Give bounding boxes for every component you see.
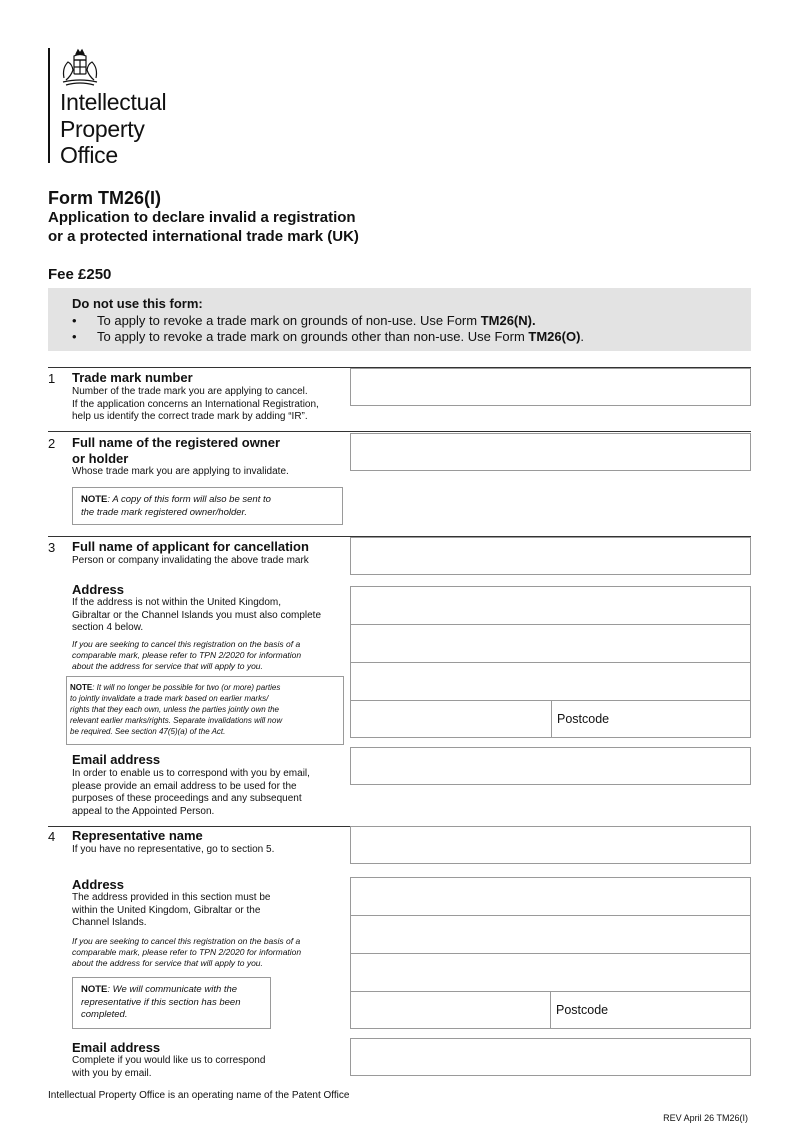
email-description — [72, 768, 344, 818]
desc-line: comparable mark, please refer to TPN 2/2020 for information — [72, 650, 302, 660]
heading-line: Full name of the registered owner — [72, 435, 281, 450]
section-description: Person or company invalidating the above trade mark — [72, 555, 309, 566]
note-text: : It will no longer be possible for two (or more) parties — [92, 683, 281, 692]
note-box — [72, 487, 343, 525]
email-heading: Email address — [72, 752, 161, 767]
desc-line: Complete if you would like us to correspond — [72, 1055, 266, 1066]
desc-line: If you are seeking to cancel this registration on the basis of a — [72, 639, 301, 649]
section-description: Whose trade mark you are applying to invalidate. — [72, 466, 289, 477]
note-text: be required. See section 47(5)(a) of the Act. — [70, 727, 226, 736]
representative-name-input[interactable] — [350, 826, 751, 864]
email-heading: Email address — [72, 1040, 161, 1055]
representative-email-input[interactable] — [350, 1038, 751, 1076]
applicant-email-input[interactable] — [350, 747, 751, 785]
applicant-address-line-2[interactable] — [350, 624, 751, 663]
desc-line: within the United Kingdom, Gibraltar or the — [72, 904, 261, 916]
note-text: relevant earlier marks/rights. Separate invalidations will now — [70, 716, 283, 725]
desc-line: about the address for service that will apply to you. — [72, 661, 263, 671]
section-description — [72, 386, 344, 424]
desc-line: If you are seeking to cancel this registration on the basis of a — [72, 936, 301, 946]
desc-line: please provide an email address to be used for the — [72, 780, 297, 792]
form-reference: TM26(O) — [528, 329, 581, 344]
heading-line: or holder — [72, 451, 129, 466]
logo-line: Office — [60, 142, 118, 168]
desc-line: If the application concerns an International Registration, — [72, 398, 319, 410]
warning-title: Do not use this form: — [72, 296, 203, 311]
warning-item — [72, 329, 584, 344]
form-title: Form TM26(I) — [48, 188, 162, 208]
section-description: If you have no representative, go to section 5. — [72, 844, 275, 855]
fee-label: Fee £250 — [48, 266, 112, 283]
bullet: • — [72, 329, 77, 344]
desc-line: purposes of these proceedings and any subsequent — [72, 793, 302, 804]
note-text: the trade mark registered owner/holder. — [81, 506, 247, 518]
desc-line: comparable mark, please refer to TPN 2/2020 for information — [72, 947, 302, 957]
representative-address-line-3[interactable] — [350, 953, 751, 992]
section-number: 2 — [48, 436, 56, 451]
note-box — [72, 977, 271, 1029]
warning-item — [72, 313, 536, 328]
logo-bar — [48, 48, 50, 163]
desc-line: section 4 below. — [72, 622, 144, 633]
note-text: to jointly invalidate a trade mark based on earlier marks/ — [70, 694, 269, 703]
note-text: representative if this section has been — [81, 996, 241, 1008]
desc-line: Number of the trade mark you are applying to cancel. — [72, 386, 308, 397]
applicant-postcode-input[interactable] — [551, 700, 751, 738]
note-text: : A copy of this form will also be sent to — [107, 494, 271, 505]
section-number: 3 — [48, 540, 56, 555]
address-heading: Address — [72, 877, 125, 892]
desc-line: with you by email. — [72, 1067, 152, 1079]
desc-line: help us identify the correct trade mark by adding “IR”. — [72, 411, 308, 422]
note-label: NOTE — [81, 984, 108, 995]
warning-text: . — [580, 329, 585, 344]
form-subtitle-line: or a protected international trade mark (UK) — [48, 228, 359, 245]
section-number: 4 — [48, 829, 56, 844]
desc-line: about the address for service that will apply to you. — [72, 958, 263, 968]
address-description — [72, 892, 344, 930]
section-heading: Full name of applicant for cancellation — [72, 539, 309, 554]
form-subtitle — [48, 208, 359, 246]
desc-line: Gibraltar or the Channel Islands you must also complete — [72, 609, 322, 621]
note-text: : We will communicate with the — [107, 984, 238, 995]
section-divider — [48, 431, 751, 432]
representative-address-line-4[interactable] — [350, 991, 551, 1029]
registered-owner-name-input[interactable] — [350, 433, 751, 471]
address-italic-note — [72, 936, 344, 969]
address-description — [72, 597, 344, 635]
note-text: rights that they each own, unless the parties jointly own the — [70, 705, 280, 714]
footer-text: Intellectual Property Office is an operating name of the Patent Office — [48, 1090, 350, 1101]
warning-text: To apply to revoke a trade mark on grounds of non-use. Use Form — [97, 313, 481, 328]
trade-mark-number-input[interactable] — [350, 368, 751, 406]
note-label: NOTE — [70, 683, 93, 692]
applicant-address-line-3[interactable] — [350, 662, 751, 701]
desc-line: In order to enable us to correspond with you by email, — [72, 768, 310, 779]
note-label: NOTE — [81, 494, 108, 505]
email-description — [72, 1055, 344, 1080]
warning-text: To apply to revoke a trade mark on grounds other than non-use. Use Form — [97, 329, 529, 344]
section-heading: Representative name — [72, 828, 203, 843]
section-heading — [72, 435, 280, 467]
desc-line: If the address is not within the United Kingdom, — [72, 597, 282, 608]
postcode-label: Postcode — [557, 712, 610, 726]
representative-address-line-1[interactable] — [350, 877, 751, 916]
logo-line: Intellectual — [60, 89, 167, 115]
address-heading: Address — [72, 582, 125, 597]
royal-coat-of-arms-icon — [58, 48, 102, 88]
postcode-label: Postcode — [556, 1003, 609, 1017]
form-subtitle-line: Application to declare invalid a registration — [48, 209, 356, 226]
note-text: completed. — [81, 1009, 128, 1020]
desc-line: appeal to the Appointed Person. — [72, 805, 215, 817]
section-heading: Trade mark number — [72, 370, 193, 385]
bullet: • — [72, 313, 77, 328]
address-italic-note — [72, 639, 344, 672]
form-reference: TM26(N). — [480, 313, 536, 328]
representative-address-line-2[interactable] — [350, 915, 751, 954]
applicant-name-input[interactable] — [350, 537, 751, 575]
desc-line: The address provided in this section must be — [72, 892, 271, 903]
logo-line: Property — [60, 115, 145, 142]
applicant-address-line-1[interactable] — [350, 586, 751, 625]
logo-wordmark — [60, 89, 166, 169]
section-number: 1 — [48, 371, 56, 386]
revision-label: REV April 26 TM26(I) — [663, 1113, 748, 1123]
desc-line: Channel Islands. — [72, 917, 147, 928]
applicant-address-line-4[interactable] — [350, 700, 552, 738]
note-box — [66, 676, 344, 745]
representative-postcode-input[interactable] — [550, 991, 751, 1029]
